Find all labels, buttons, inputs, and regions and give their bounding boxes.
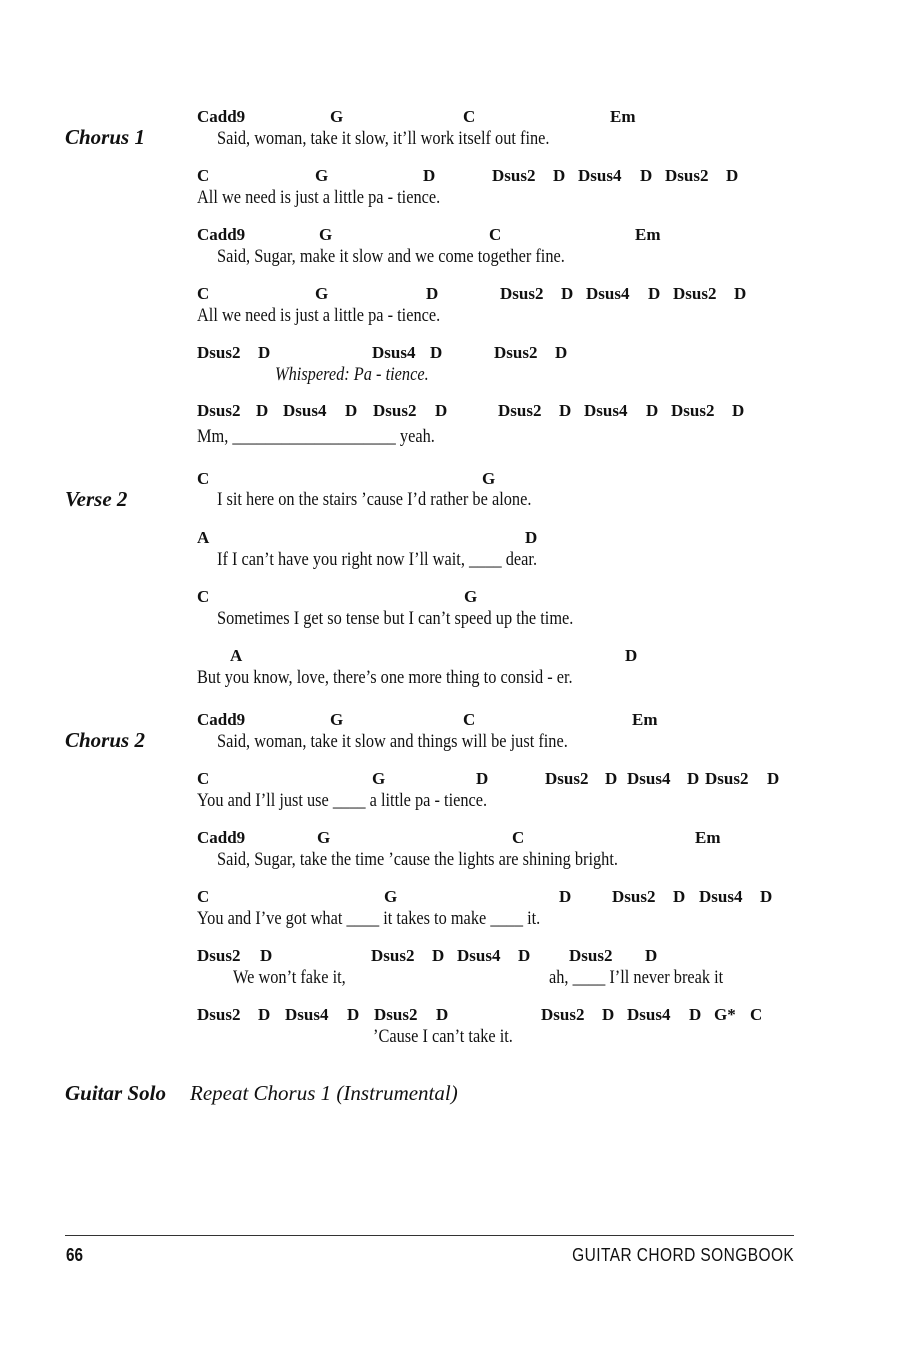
chord: Dsus4: [285, 1005, 329, 1024]
chord-lyric-line: [197, 528, 837, 584]
chord: Dsus2: [541, 1005, 585, 1024]
chord: C: [197, 587, 210, 606]
chord-lyric-line: [197, 166, 837, 222]
chord: C: [197, 284, 210, 303]
chord: G: [317, 828, 331, 847]
lyric-continued: ah, ____ I’ll never break it: [549, 967, 724, 988]
chord-lyric-line: [197, 646, 837, 702]
chord: G: [330, 710, 344, 729]
chord: Em: [610, 107, 636, 126]
chord: Dsus2: [671, 401, 715, 420]
chord: Cadd9: [197, 107, 246, 126]
chord: G: [315, 166, 329, 185]
chord: C: [197, 469, 210, 488]
chord: Dsus2: [665, 166, 709, 185]
chord: D: [625, 646, 638, 665]
chord: D: [553, 166, 566, 185]
chord: C: [463, 107, 476, 126]
chord: Dsus2: [371, 946, 415, 965]
chord: D: [767, 769, 780, 788]
chord: G: [315, 284, 329, 303]
lyric: All we need is just a little pa - tience.: [197, 305, 441, 326]
chord: Dsus4: [584, 401, 628, 420]
chord: D: [555, 343, 568, 362]
lyric: All we need is just a little pa - tience.: [197, 187, 441, 208]
chord: D: [640, 166, 653, 185]
chord: D: [760, 887, 773, 906]
chord: C: [197, 769, 210, 788]
chord: G: [372, 769, 386, 788]
chord: Dsus2: [197, 1005, 241, 1024]
chord: Dsus4: [372, 343, 416, 362]
chord: C: [512, 828, 525, 847]
chord: D: [436, 1005, 449, 1024]
chord-lyric-line: [197, 710, 837, 766]
chord: D: [648, 284, 661, 303]
lyric: We won’t fake it,: [233, 967, 346, 988]
chord: Em: [635, 225, 661, 244]
lyric: But you know, love, there’s one more thing to consid - er.: [197, 667, 573, 688]
chord: G: [330, 107, 344, 126]
chord: Em: [695, 828, 721, 847]
chord: Cadd9: [197, 828, 246, 847]
chord: Dsus2: [373, 401, 417, 420]
chord-lyric-line: [197, 284, 837, 340]
chord: D: [423, 166, 436, 185]
chord: Dsus2: [500, 284, 544, 303]
chord: D: [432, 946, 445, 965]
section-label-chorus-2: Chorus 2: [65, 728, 145, 752]
chord: C: [489, 225, 502, 244]
chord-lyric-line: [197, 946, 837, 1002]
lyric: If I can’t have you right now I’ll wait, ____ dear.: [217, 549, 538, 570]
chord: Dsus4: [457, 946, 501, 965]
chord: D: [561, 284, 574, 303]
chord: Dsus4: [578, 166, 622, 185]
lyric: You and I’ve got what ____ it takes to make ____ it.: [197, 908, 541, 929]
chord: Dsus4: [627, 769, 671, 788]
chord: Cadd9: [197, 710, 246, 729]
chord: Dsus4: [283, 401, 327, 420]
chord: Cadd9: [197, 225, 246, 244]
guitar-solo-instruction: Repeat Chorus 1 (Instrumental): [190, 1081, 458, 1105]
chord: G: [482, 469, 496, 488]
chord: Em: [632, 710, 658, 729]
chord: Dsus2: [197, 946, 241, 965]
lyric: Mm, ____________________ yeah.: [197, 426, 435, 447]
guitar-solo-label: Guitar Solo: [65, 1081, 166, 1105]
chord: D: [258, 343, 271, 362]
chord: G: [464, 587, 478, 606]
chord: D: [260, 946, 273, 965]
chord: Dsus2: [569, 946, 613, 965]
chord: D: [605, 769, 618, 788]
lyric: Said, Sugar, take the time ’cause the lights are shining bright.: [217, 849, 618, 870]
lyric: You and I’ll just use ____ a little pa - tience.: [197, 790, 488, 811]
lyric: Said, Sugar, make it slow and we come together fine.: [217, 246, 565, 267]
chord-lyric-line: [197, 587, 837, 643]
chord-lyric-line: [197, 107, 837, 163]
lyric: Whispered: Pa - tience.: [275, 364, 429, 385]
chord: D: [430, 343, 443, 362]
chord: C: [197, 887, 210, 906]
chord-lyric-line: [197, 401, 837, 457]
chord: Dsus4: [699, 887, 743, 906]
chord: D: [726, 166, 739, 185]
chord-lyric-line: [197, 1005, 837, 1061]
chord: A: [230, 646, 243, 665]
chord: Dsus2: [374, 1005, 418, 1024]
chord: D: [518, 946, 531, 965]
chord: D: [347, 1005, 360, 1024]
chord: Dsus4: [627, 1005, 671, 1024]
chord: Dsus2: [197, 343, 241, 362]
chord: D: [345, 401, 358, 420]
running-title: GUITAR CHORD SONGBOOK: [571, 1245, 794, 1265]
chord: G: [384, 887, 398, 906]
lyric: Said, woman, take it slow and things will be just fine.: [217, 731, 568, 752]
chord: D: [732, 401, 745, 420]
chord: D: [646, 401, 659, 420]
chord: D: [687, 769, 700, 788]
lyric: ’Cause I can’t take it.: [373, 1026, 513, 1047]
chord: G: [319, 225, 333, 244]
chord: D: [256, 401, 269, 420]
chord: D: [559, 887, 572, 906]
chord: D: [435, 401, 448, 420]
chord: C: [197, 166, 210, 185]
chord-lyric-line: [197, 887, 837, 943]
footer-divider: [65, 1235, 794, 1236]
chord-lyric-line: [197, 343, 837, 399]
chord-lyric-line: [197, 225, 837, 281]
chord-lyric-line: [197, 828, 837, 884]
chord: G*: [714, 1005, 736, 1024]
section-label-chorus-1: Chorus 1: [65, 125, 145, 149]
chord: D: [673, 887, 686, 906]
chord-lyric-line: [197, 469, 837, 525]
chord: D: [645, 946, 658, 965]
chord: D: [258, 1005, 271, 1024]
chord: D: [602, 1005, 615, 1024]
page-number: 66: [66, 1245, 84, 1265]
chord: D: [559, 401, 572, 420]
chord: D: [689, 1005, 702, 1024]
chord: Dsus2: [612, 887, 656, 906]
chord: Dsus4: [586, 284, 630, 303]
chord: C: [750, 1005, 763, 1024]
chord: D: [734, 284, 747, 303]
lyric: Sometimes I get so tense but I can’t speed up the time.: [217, 608, 574, 629]
chord: D: [525, 528, 538, 547]
chord: Dsus2: [197, 401, 241, 420]
chord: Dsus2: [498, 401, 542, 420]
chord: D: [476, 769, 489, 788]
chord: Dsus2: [705, 769, 749, 788]
lyric: Said, woman, take it slow, it’ll work itself out fine.: [217, 128, 550, 149]
lyric: I sit here on the stairs ’cause I’d rather be alone.: [217, 489, 532, 510]
section-label-verse-2: Verse 2: [65, 487, 128, 511]
chord: Dsus2: [494, 343, 538, 362]
chord: Dsus2: [673, 284, 717, 303]
chord: D: [426, 284, 439, 303]
chord: C: [463, 710, 476, 729]
chord: Dsus2: [492, 166, 536, 185]
chord: Dsus2: [545, 769, 589, 788]
chord: A: [197, 528, 210, 547]
chord-lyric-line: [197, 769, 837, 825]
